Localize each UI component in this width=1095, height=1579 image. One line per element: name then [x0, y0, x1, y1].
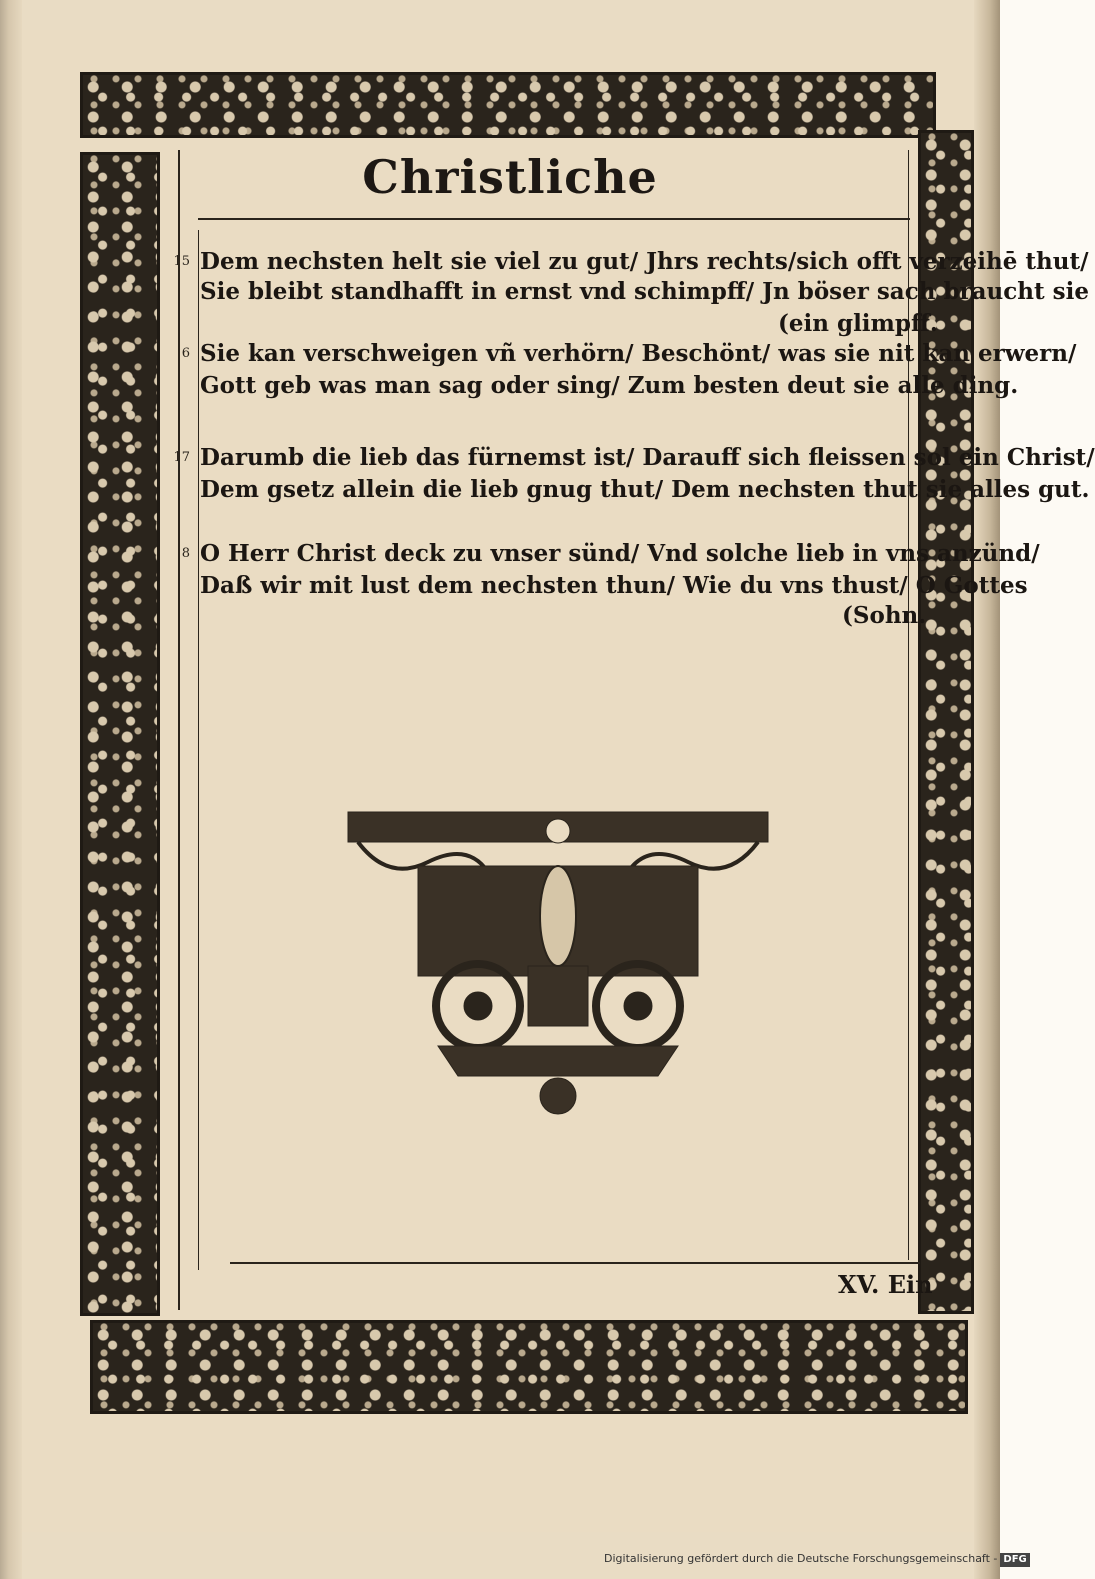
woodcut-border-right [918, 130, 974, 1314]
verse-line: Sie kan verschweigen vñ verhörn/ Beschönt/ was sie nit kan erwern/ [200, 340, 1077, 367]
verse-line: Sie bleibt standhafft in ernst vnd schimpff/ Jn böser sach braucht sie [200, 278, 1089, 305]
page-title: Christliche [362, 150, 658, 204]
verse-line: Darumb die lieb das fürnemst ist/ Darauff sich fleissen sol ein Christ/ [200, 444, 1095, 471]
verse-number: 6 [181, 346, 190, 361]
verse-number: 8 [181, 546, 190, 561]
dfg-logo: DFG [1000, 1553, 1029, 1567]
verse-continuation: (Sohn. [842, 602, 927, 629]
verse-line: Gott geb was man sag oder sing/ Zum besten deut sie alle ding. [200, 372, 1019, 399]
verse-line: Daß wir mit lust dem nechsten thun/ Wie du vns thust/ O Gottes [200, 572, 1028, 599]
header-rule [198, 218, 910, 220]
verse-continuation: (ein glimpff. [778, 310, 938, 337]
verse-line: Dem nechsten helt sie viel zu gut/ Jhrs rechts/sich offt verzeihē thut/ [200, 248, 1089, 275]
catchword: XV. Ein [838, 1270, 933, 1299]
woodcut-border-top [80, 72, 936, 138]
frame-rule-left [178, 150, 180, 1310]
verse-line: O Herr Christ deck zu vnser sünd/ Vnd solche lieb in vns anzünd/ [200, 540, 1040, 567]
book-edge-left [0, 0, 22, 1579]
book-edge-right [974, 0, 1000, 1579]
verse-number: 15 [173, 254, 190, 269]
frame-rule-inner [198, 230, 199, 1270]
digitization-credit [604, 1548, 1027, 1570]
woodcut-border-bottom [90, 1320, 968, 1414]
woodcut-border-left [80, 152, 160, 1316]
verse-line: Dem gsetz allein die lieb gnug thut/ Dem nechsten thut sie alles gut. [200, 476, 1090, 503]
verse-number: 17 [173, 450, 190, 465]
woodcut-ornament [338, 806, 778, 1126]
footer-rule [230, 1262, 920, 1264]
digitization-credit-text: Digitalisierung gefördert durch die Deutsche Forschungsgemeinschaft - [604, 1552, 998, 1565]
